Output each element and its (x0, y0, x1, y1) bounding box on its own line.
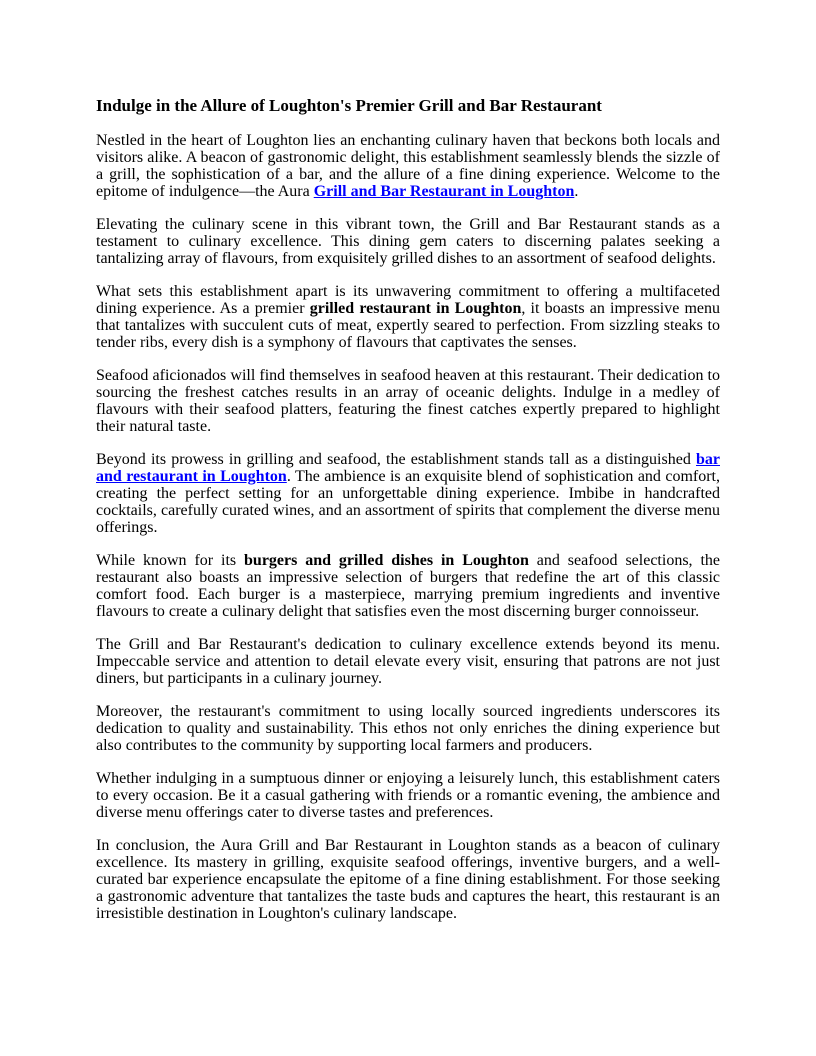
bold-text: grilled restaurant in Loughton (309, 300, 522, 317)
paragraph (96, 837, 720, 922)
body-text: . The ambience is an exquisite blend of sophistication and comfort, creating the perfect setting for an unforgettable dining experience. Imbibe in handcrafted cocktails, carefully curated wines, and an assortment of spirits that complement the diverse menu offerings. (96, 468, 720, 536)
document-title: Indulge in the Allure of Loughton's Premier Grill and Bar Restaurant (96, 96, 602, 115)
inline-link[interactable]: Grill and Bar Restaurant in Loughton (313, 183, 575, 200)
paragraph (96, 132, 720, 200)
body-text: In conclusion, the Aura Grill and Bar Restaurant in Loughton stands as a beacon of culinary excellence. Its mastery in grilling, exquisite seafood offerings, inventive burgers, and a well-curated bar experience encapsulate the epitome of a fine dining establishment. For those seeking a gastronomic adventure that tantalizes the taste buds and captures the heart, this restaurant is an irresistible destination in Loughton's culinary landscape. (96, 837, 720, 922)
body-text: What sets this establishment apart is its unwavering commitment to offering a multifaceted dining experience. As a premier (96, 283, 720, 317)
body-text: Elevating the culinary scene in this vibrant town, the Grill and Bar Restaurant stands as a testament to culinary excellence. This dining gem caters to discerning palates seeking a tantalizing array of flavours, from exquisitely grilled dishes to an assortment of seafood delights. (96, 216, 720, 267)
paragraph (96, 283, 720, 351)
body-text: Seafood aficionados will find themselves in seafood heaven at this restaurant. Their dedication to sourcing the freshest catches results in an array of oceanic delights. Indulge in a medley of flavours with their seafood platters, featuring the finest catches expertly prepared to highlight their natural taste. (96, 367, 720, 435)
body-text: Nestled in the heart of Loughton lies an enchanting culinary haven that beckons both locals and visitors alike. A beacon of gastronomic delight, this establishment seamlessly blends the sizzle of a grill, the sophistication of a bar, and the allure of a fine dining experience. Welcome to the epitome of indulgence—the Aura (96, 132, 720, 200)
paragraph (96, 552, 720, 620)
paragraph (96, 367, 720, 435)
paragraph (96, 770, 720, 821)
paragraph (96, 216, 720, 267)
body-text: and seafood selections, the restaurant also boasts an impressive selection of burgers that redefine the art of this classic comfort food. Each burger is a masterpiece, marrying premium ingredients and inventive flavours to create a culinary delight that satisfies even the most discerning burger connoisseur. (96, 552, 720, 620)
body-text: The Grill and Bar Restaurant's dedication to culinary excellence extends beyond its menu. Impeccable service and attention to detail elevate every visit, ensuring that patrons are not just diners, but participants in a culinary journey. (96, 636, 720, 687)
paragraph (96, 636, 720, 687)
body-text: . (574, 183, 579, 200)
body-text: Moreover, the restaurant's commitment to using locally sourced ingredients underscores its dedication to quality and sustainability. This ethos not only enriches the dining experience but also contributes to the community by supporting local farmers and producers. (96, 703, 720, 754)
bold-text: burgers and grilled dishes in Loughton (244, 552, 529, 569)
body-text: While known for its (96, 552, 245, 569)
body-text: Whether indulging in a sumptuous dinner or enjoying a leisurely lunch, this establishment caters to every occasion. Be it a casual gathering with friends or a romantic evening, the ambience and diverse menu offerings cater to diverse tastes and preferences. (96, 770, 720, 821)
document-body (96, 132, 720, 922)
paragraph (96, 451, 720, 536)
body-text: , it boasts an impressive menu that tantalizes with succulent cuts of meat, expertly seared to perfection. From sizzling steaks to tender ribs, every dish is a symphony of flavours that captivates the senses. (96, 300, 721, 351)
paragraph (96, 703, 720, 754)
inline-link[interactable]: bar and restaurant in Loughton (96, 451, 720, 485)
body-text: Beyond its prowess in grilling and seafood, the establishment stands tall as a distinguished (96, 451, 696, 468)
